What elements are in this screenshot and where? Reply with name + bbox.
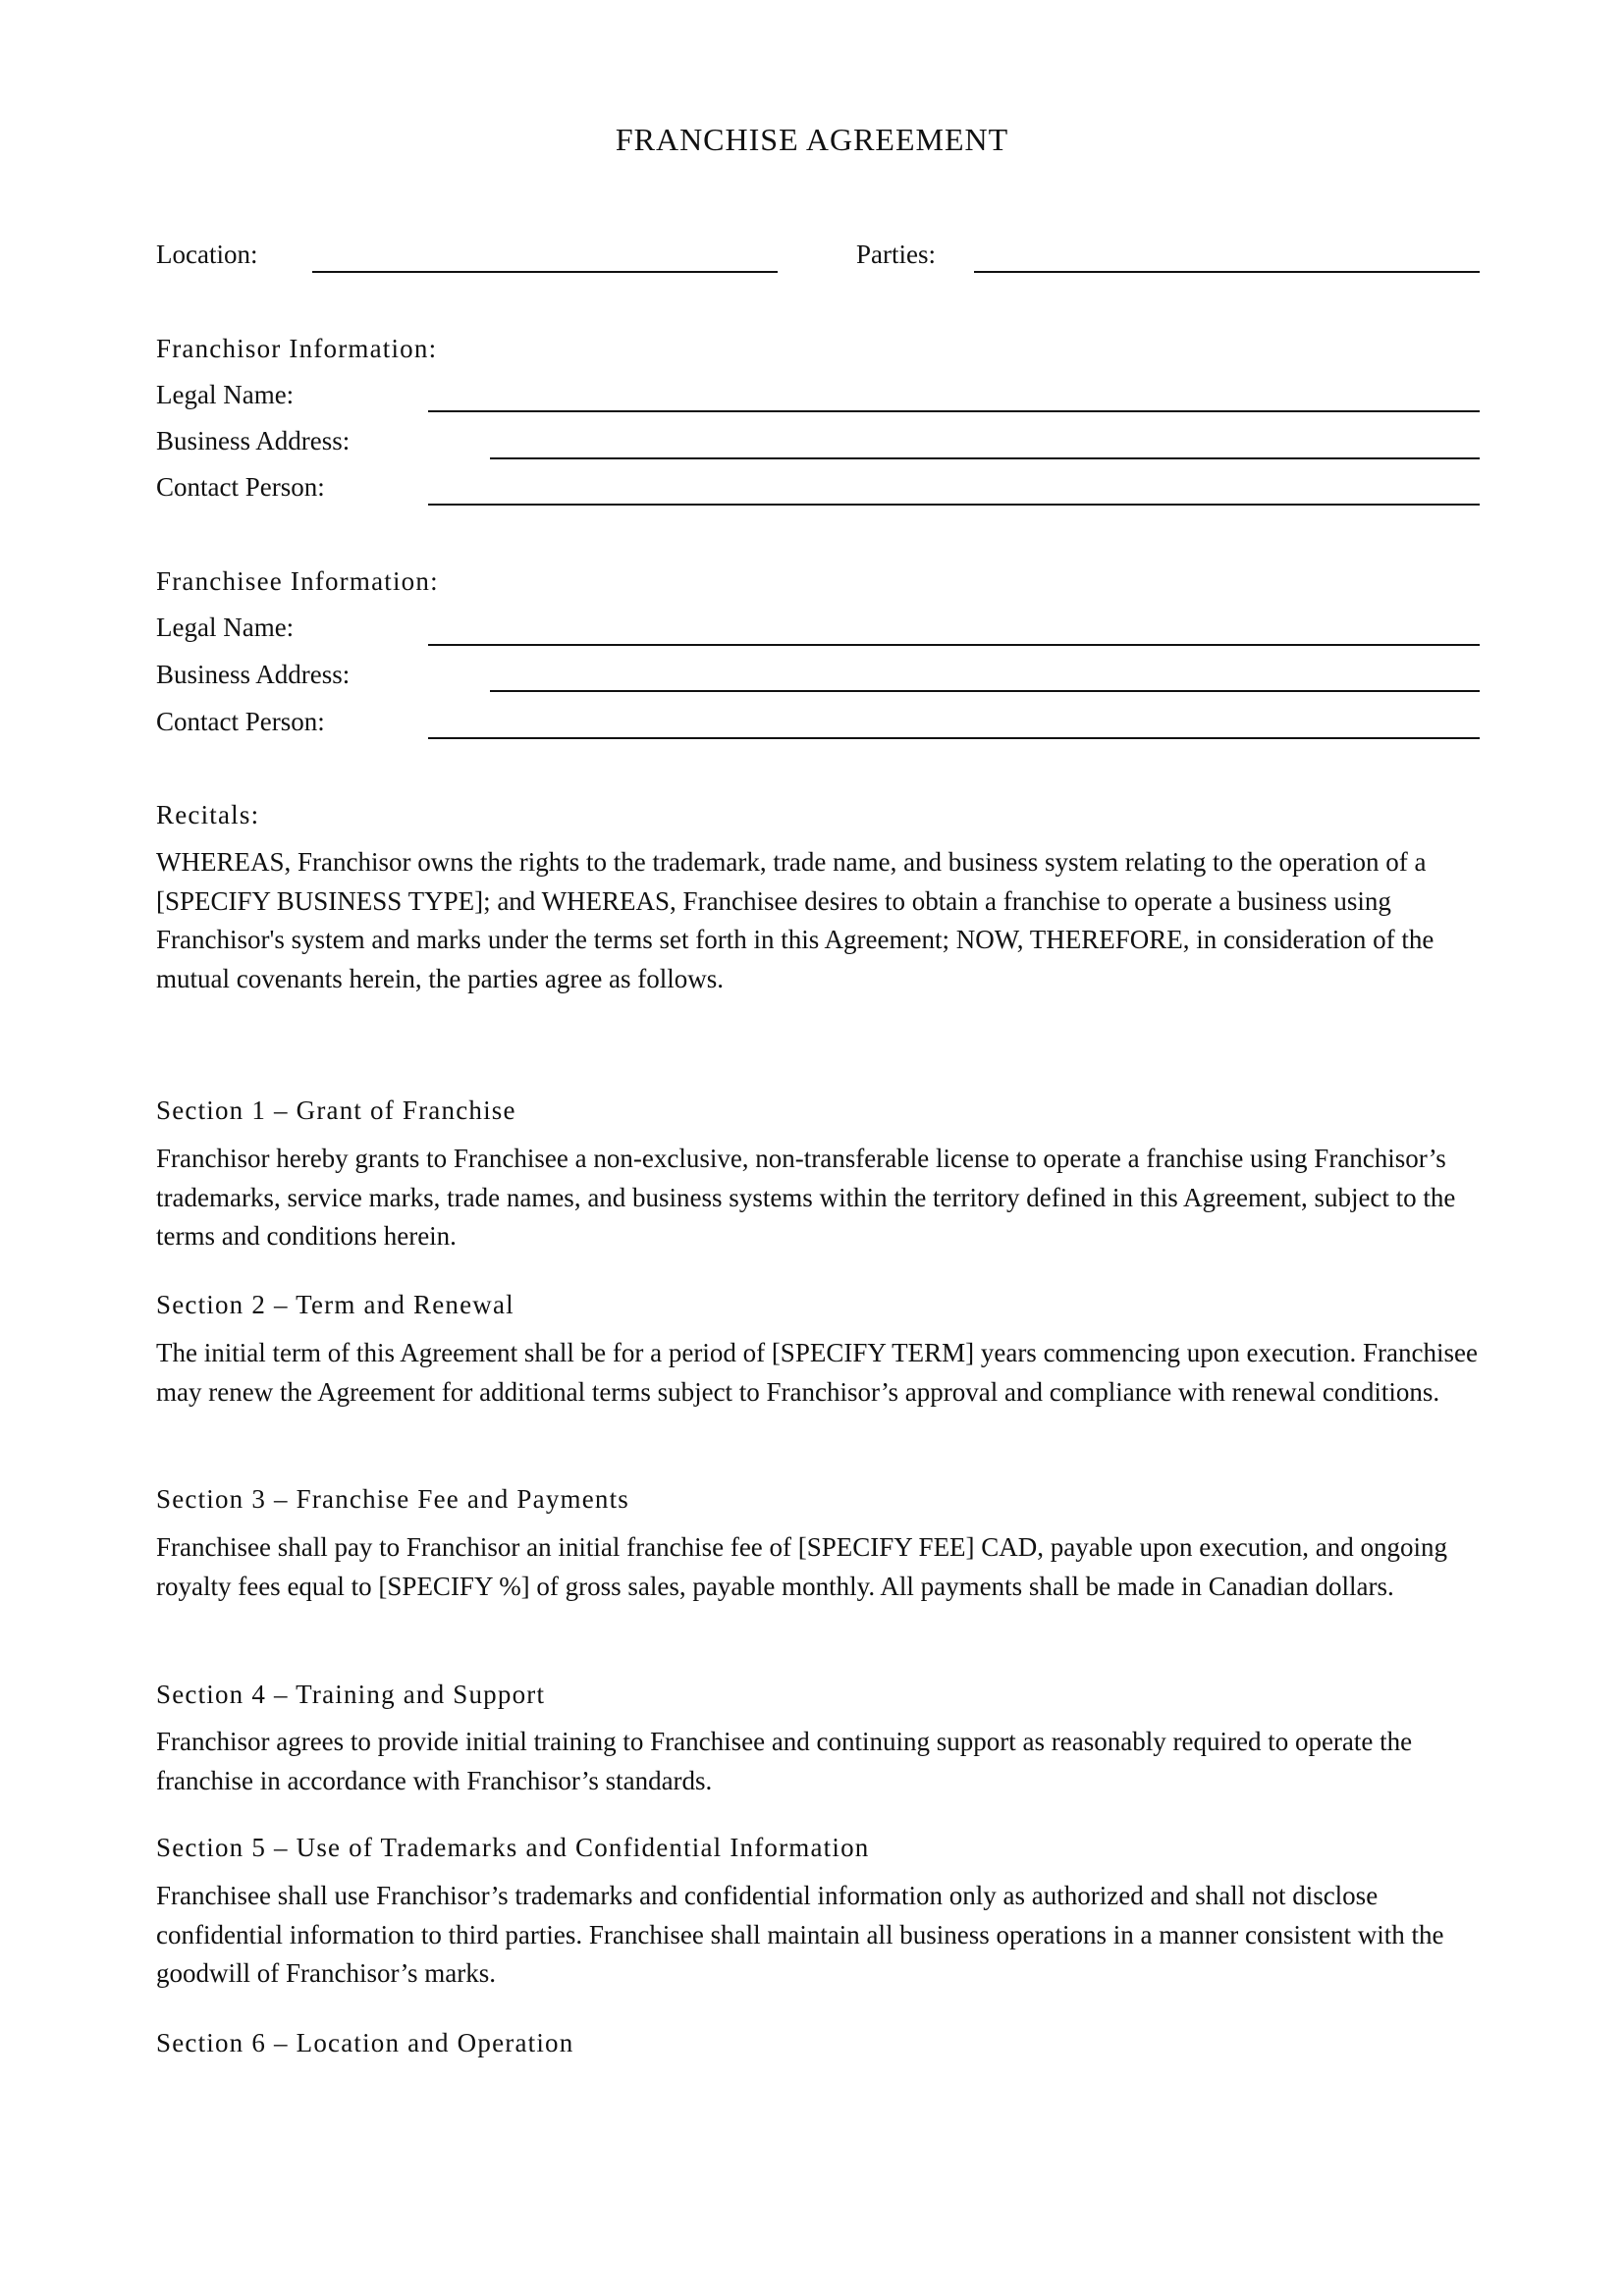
recitals-heading: Recitals:: [156, 800, 260, 829]
section-1-text: Franchisor hereby grants to Franchisee a non-exclusive, non-transferable license to operate a franchise using Franchisor’s trademarks, service marks, trade names, and business systems within the territory defined in this Agreement, subject to the terms and conditions herein.: [156, 1144, 1456, 1251]
franchisor-legal-name-line[interactable]: [428, 410, 1480, 412]
section-2-heading: Section 2 – Term and Renewal: [156, 1290, 514, 1319]
franchisee-legal-name-label: Legal Name:: [156, 613, 295, 642]
franchisor-legal-name-label: Legal Name:: [156, 380, 295, 409]
section-3-heading: Section 3 – Franchise Fee and Payments: [156, 1484, 630, 1514]
location-label: Location:: [156, 240, 258, 269]
section-5-heading: Section 5 – Use of Trademarks and Confidential Information: [156, 1833, 870, 1862]
franchisor-heading: Franchisor Information:: [156, 334, 438, 363]
section-6-heading: Section 6 – Location and Operation: [156, 2028, 574, 2057]
franchisor-business-address-line[interactable]: [490, 457, 1480, 459]
franchisor-contact-person-line[interactable]: [428, 504, 1480, 506]
section-5-text: Franchisee shall use Franchisor’s trademarks and confidential information only as authorized and shall not disclose confidential information to third parties. Franchisee shall maintain all business operations in a manner consistent with the goodwill of Franchisor’s marks.: [156, 1881, 1444, 1988]
franchisee-business-address-line[interactable]: [490, 690, 1480, 692]
franchisee-contact-person-label: Contact Person:: [156, 707, 325, 736]
location-field-line[interactable]: [312, 271, 778, 273]
section-1-heading: Section 1 – Grant of Franchise: [156, 1095, 516, 1125]
document-title: FRANCHISE AGREEMENT: [615, 122, 1009, 157]
franchisor-contact-person-label: Contact Person:: [156, 472, 325, 502]
franchisee-contact-person-line[interactable]: [428, 737, 1480, 739]
parties-field-line[interactable]: [974, 271, 1480, 273]
section-2-text: The initial term of this Agreement shall be for a period of [SPECIFY TERM] years commencing upon execution. Franchisee may renew the Agreement for additional terms subject to Franchisor’s approval and compliance with renewal conditions.: [156, 1338, 1478, 1407]
section-4-text: Franchisor agrees to provide initial training to Franchisee and continuing support as reasonably required to operate the franchise in accordance with Franchisor’s standards.: [156, 1727, 1413, 1795]
parties-label: Parties:: [856, 240, 936, 269]
franchisee-heading: Franchisee Information:: [156, 566, 439, 596]
franchisee-legal-name-line[interactable]: [428, 644, 1480, 646]
recitals-text: WHEREAS, Franchisor owns the rights to the trademark, trade name, and business system relating to the operation of a [SPECIFY BUSINESS TYPE]; and WHEREAS, Franchisee desires to obtain a franchise to operate a business using Franchisor's system and marks under the terms set forth in this Agreement; NOW, THEREFORE, in consideration of the mutual covenants herein, the parties agree as follows.: [156, 847, 1435, 993]
franchisor-business-address-label: Business Address:: [156, 426, 351, 455]
franchisee-business-address-label: Business Address:: [156, 660, 351, 689]
section-4-heading: Section 4 – Training and Support: [156, 1680, 546, 1709]
section-3-text: Franchisee shall pay to Franchisor an initial franchise fee of [SPECIFY FEE] CAD, payable upon execution, and ongoing royalty fees equal to [SPECIFY %] of gross sales, payable monthly. All payments shall be made in Canadian dollars.: [156, 1532, 1447, 1601]
